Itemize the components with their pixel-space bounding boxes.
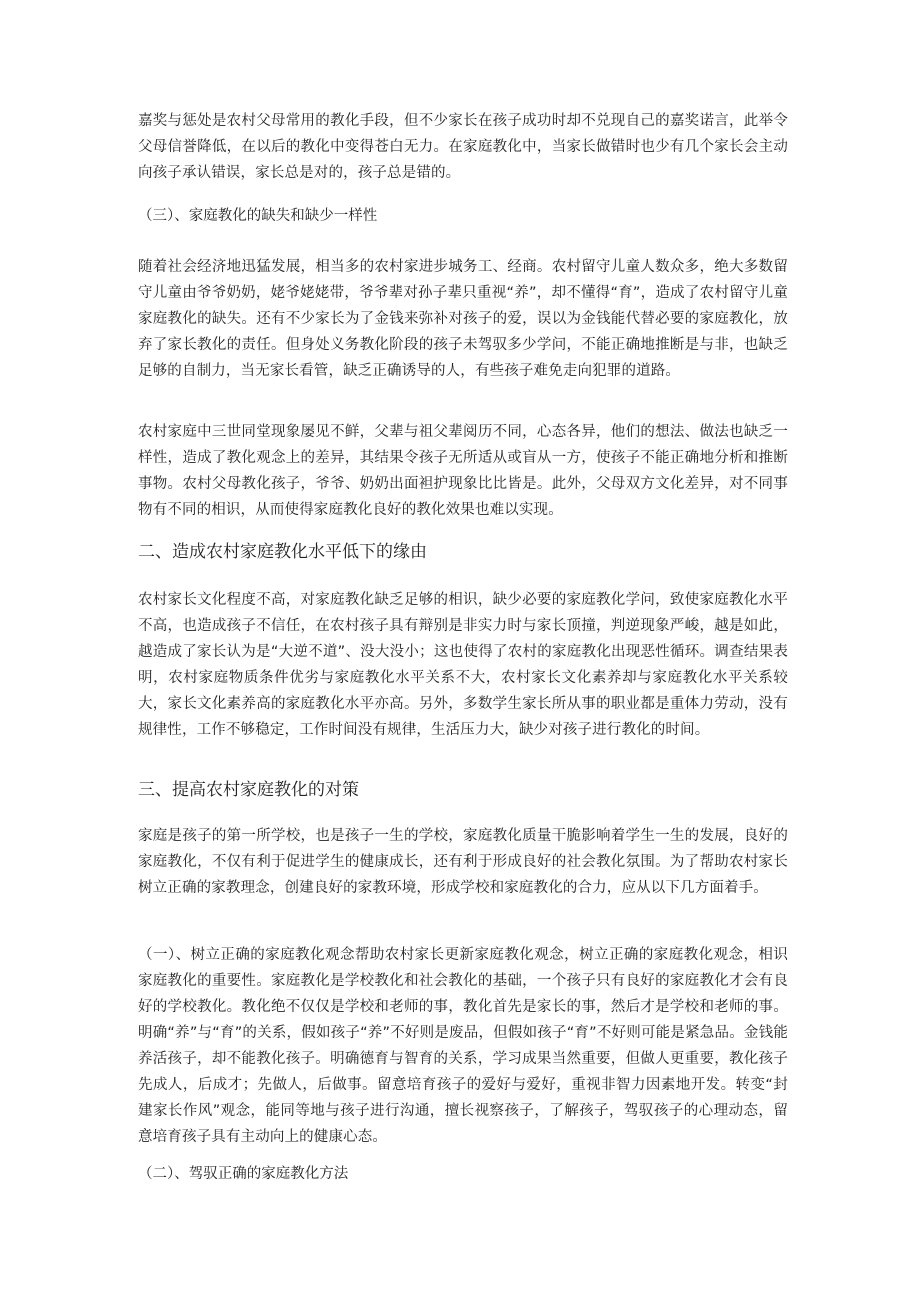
subheading-correct-methods: （二）、驾驭正确的家庭教化方法 <box>138 1166 349 1182</box>
subheading-section-3: （三）、家庭教化的缺失和缺少一样性 <box>138 208 378 224</box>
paragraph-family-first-school: 家庭是孩子的第一所学校，也是孩子一生的学校，家庭教化质量干脆影响着学生一生的发展，良好的家庭教化，不仅有利于促进学生的健康成长，还有利于形成良好的社会教化氛围。为了帮助农村家长树立正确的家教理念，创建良好的家教环境，形成学校和家庭教化的合力，应从以下几方面着手。 <box>138 828 788 896</box>
paragraph-three-generations: 农村家庭中三世同堂现象屡见不鲜，父辈与祖父辈阅历不同，心态各异，他们的想法、做法也缺乏一样性，造成了教化观念上的差异，其结果令孩子无所适从或盲从一方，使孩子不能正确地分析和推断事物。农村父母教化孩子，爷爷、奶奶出面袒护现象比比皆是。此外，父母双方文化差异，对不同事物有不同的相识，从而使得家庭教化良好的教化效果也难以实现。 <box>138 424 788 518</box>
paragraph-left-behind-children: 随着社会经济地迅猛发展，相当多的农村家进步城务工、经商。农村留守儿童人数众多，绝大多数留守儿童由爷爷奶奶，姥爷姥姥带，爷爷辈对孙子辈只重视“养”，却不懂得“育”，造成了农村留守儿童家庭教化的缺失。还有不少家长为了金钱来弥补对孩子的爱，误以为金钱能代替必要的家庭教化，放弃了家长教化的责任。但身处义务教化阶段的孩子未驾驭多少学问，不能正确地推断是与非，也缺乏足够的自制力，当无家长看管，缺乏正确诱导的人，有些孩子难免走向犯罪的道路。 <box>138 259 788 379</box>
paragraph-correct-concepts: （一）、树立正确的家庭教化观念帮助农村家长更新家庭教化观念，树立正确的家庭教化观念，相识家庭教化的重要性。家庭教化是学校教化和社会教化的基础，一个孩子只有良好的家庭教化才会有良好的学校教化。教化绝不仅仅是学校和老师的事，教化首先是家长的事，然后才是学校和老师的事。明确“养”与“育”的关系，假如孩子“养”不好则是废品，但假如孩子“育”不好则可能是紧急品。金钱能养活孩子，却不能教化孩子。明确德育与智育的关系，学习成果当然重要，但做人更重要，教化孩子先成人，后成才；先做人，后做事。留意培育孩子的爱好与爱好，重视非智力因素地开发。转变“封建家长作风”观念，能同等地与孩子进行沟通，擅长视察孩子，了解孩子，驾驭孩子的心理动态，留意培育孩子具有主动向上的健康心态。 <box>138 947 788 1145</box>
heading-causes: 二、造成农村家庭教化水平低下的缘由 <box>138 542 427 562</box>
paragraph-reward-punishment: 嘉奖与惩处是农村父母常用的教化手段，但不少家长在孩子成功时却不兑现自己的嘉奖诺言，此举令父母信誉降低，在以后的教化中变得苍白无力。在家庭教化中，当家长做错时也少有几个家长会主动向孩子承认错误，家长总是对的，孩子总是错的。 <box>138 113 788 181</box>
heading-countermeasures: 三、提高农村家庭教化的对策 <box>138 780 359 800</box>
paragraph-parent-education-level: 农村家长文化程度不高，对家庭教化缺乏足够的相识，缺少必要的家庭教化学问，致使家庭教化水平不高，也造成孩子不信任，在农村孩子具有辩别是非实力时与家长顶撞，判逆现象严峻，越是如此，越造成了家长认为是“大逆不道”、没大没小；这也使得了农村的家庭教化出现恶性循环。调查结果表明，农村家庭物质条件优劣与家庭教化水平关系不大，农村家长文化素养却与家庭教化水平关系较大，家长文化素养高的家庭教化水平亦高。另外，多数学生家长所从事的职业都是重体力劳动，没有规律性，工作不够稳定，工作时间没有规律，生活压力大，缺少对孩子进行教化的时间。 <box>138 592 788 738</box>
